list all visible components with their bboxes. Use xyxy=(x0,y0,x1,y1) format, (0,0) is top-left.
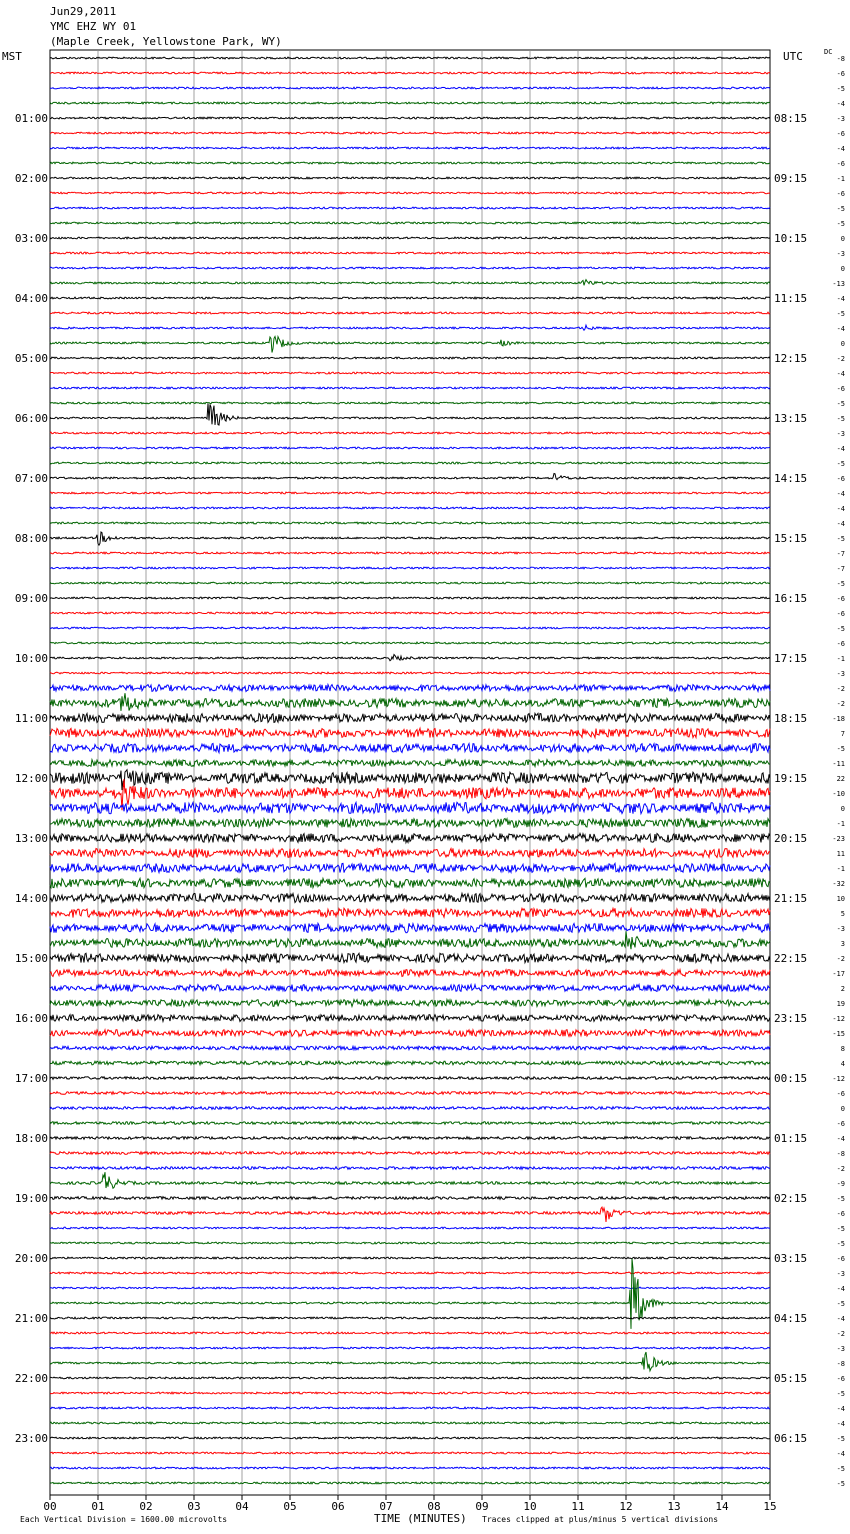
seismic-trace xyxy=(50,132,770,134)
dc-offset-label: -4 xyxy=(836,145,845,153)
seismic-trace xyxy=(50,402,770,404)
seismic-trace xyxy=(50,222,770,224)
dc-offset-label: -5 xyxy=(836,400,845,408)
seismic-trace xyxy=(50,280,770,286)
left-hour-label: 18:00 xyxy=(14,1132,48,1145)
seismic-trace xyxy=(50,672,770,674)
right-hour-label: 05:15 xyxy=(774,1372,808,1385)
seismic-trace xyxy=(50,953,770,962)
seismic-trace xyxy=(50,567,770,569)
seismic-trace xyxy=(50,1046,770,1050)
dc-offset-label: -9 xyxy=(836,1180,845,1188)
right-hour-label: 16:15 xyxy=(774,592,808,605)
plot-frame xyxy=(50,50,770,1495)
right-timezone-label: UTC xyxy=(783,50,803,63)
dc-offset-label: -5 xyxy=(836,1435,845,1443)
left-hour-label: 05:00 xyxy=(14,352,48,365)
seismic-trace xyxy=(50,655,770,661)
x-tick-label: 15 xyxy=(763,1500,777,1513)
seismic-trace xyxy=(50,1392,770,1394)
scale-note: Each Vertical Division = 1600.00 microvolts xyxy=(20,1515,228,1524)
seismic-trace xyxy=(50,207,770,209)
dc-offset-label: -6 xyxy=(836,1120,845,1128)
x-axis-label: TIME (MINUTES) xyxy=(374,1512,467,1525)
dc-offset-label: -6 xyxy=(836,1090,845,1098)
dc-offset-label: -1 xyxy=(836,820,845,828)
left-hour-label: 22:00 xyxy=(14,1372,48,1385)
dc-offset-label: -11 xyxy=(832,760,845,768)
dc-offset-label: -10 xyxy=(832,790,845,798)
dc-offset-label: -6 xyxy=(836,1375,845,1383)
dc-offset-label: -6 xyxy=(836,130,845,138)
dc-offset-label: -8 xyxy=(836,1360,845,1368)
seismic-trace xyxy=(50,627,770,629)
dc-offset-label: 0 xyxy=(840,235,845,243)
dc-offset-label: -2 xyxy=(836,685,845,693)
seismic-trace xyxy=(50,1347,770,1349)
dc-offset-label: -6 xyxy=(836,595,845,603)
seismic-trace xyxy=(50,404,770,426)
dc-offset-label: -5 xyxy=(836,1300,845,1308)
seismic-trace xyxy=(50,1377,770,1379)
left-hour-label: 07:00 xyxy=(14,472,48,485)
dc-offset-label: -4 xyxy=(836,325,845,333)
dc-offset-label: 4 xyxy=(840,1060,845,1068)
dc-offset-label: 0 xyxy=(840,1105,845,1113)
dc-offset-label: -4 xyxy=(836,370,845,378)
x-tick-label: 14 xyxy=(715,1500,729,1513)
seismic-trace xyxy=(50,612,770,614)
seismic-trace xyxy=(50,923,770,932)
seismic-trace xyxy=(50,1437,770,1439)
seismic-trace xyxy=(50,337,770,353)
dc-offset-label: -7 xyxy=(836,550,845,558)
right-hour-label: 13:15 xyxy=(774,412,808,425)
dc-offset-label: -8 xyxy=(836,55,845,63)
x-tick-label: 13 xyxy=(667,1500,681,1513)
dc-offset-label: -6 xyxy=(836,475,845,483)
seismic-trace xyxy=(50,357,770,359)
dc-offset-label: -4 xyxy=(836,1285,845,1293)
left-hour-label: 06:00 xyxy=(14,412,48,425)
x-tick-label: 04 xyxy=(235,1500,249,1513)
dc-offset-label: -15 xyxy=(832,1030,845,1038)
left-timezone-label: MST xyxy=(2,50,22,63)
seismic-trace xyxy=(50,372,770,374)
seismic-trace xyxy=(50,597,770,599)
dc-offset-label: -3 xyxy=(836,670,845,678)
dc-offset-label: -2 xyxy=(836,1165,845,1173)
dc-offset-label: -4 xyxy=(836,1135,845,1143)
dc-offset-label: -5 xyxy=(836,310,845,318)
seismic-trace xyxy=(50,532,770,545)
seismic-trace xyxy=(50,1452,770,1454)
dc-offset-label: -6 xyxy=(836,1255,845,1263)
right-hour-label: 11:15 xyxy=(774,292,808,305)
seismic-trace xyxy=(50,1197,770,1200)
dc-offset-label: -4 xyxy=(836,100,845,108)
seismic-trace xyxy=(50,1172,770,1188)
left-hour-label: 17:00 xyxy=(14,1072,48,1085)
dc-offset-label: 5 xyxy=(840,910,845,918)
dc-offset-label: -4 xyxy=(836,1315,845,1323)
dc-offset-label: -5 xyxy=(836,1240,845,1248)
seismic-trace xyxy=(50,1061,770,1065)
x-tick-label: 08 xyxy=(427,1500,441,1513)
seismic-trace xyxy=(50,192,770,194)
dc-offset-label: -4 xyxy=(836,295,845,303)
left-hour-label: 02:00 xyxy=(14,172,48,185)
dc-offset-label: -5 xyxy=(836,1195,845,1203)
seismic-trace xyxy=(50,1092,770,1095)
seismic-trace xyxy=(50,117,770,119)
seismic-trace xyxy=(50,1467,770,1469)
x-tick-label: 11 xyxy=(571,1500,585,1513)
x-tick-label: 02 xyxy=(139,1500,153,1513)
dc-offset-label: -2 xyxy=(836,955,845,963)
dc-offset-label: -1 xyxy=(836,865,845,873)
seismic-trace xyxy=(50,802,770,813)
dc-offset-label: -4 xyxy=(836,520,845,528)
dc-offset-label: -2 xyxy=(836,700,845,708)
left-hour-label: 04:00 xyxy=(14,292,48,305)
right-hour-label: 03:15 xyxy=(774,1252,808,1265)
seismic-trace xyxy=(50,1077,770,1080)
dc-offset-label: -4 xyxy=(836,490,845,498)
dc-offset-label: -5 xyxy=(836,1225,845,1233)
seismic-trace xyxy=(50,1272,770,1274)
seismic-trace xyxy=(50,685,770,692)
x-tick-label: 07 xyxy=(379,1500,393,1513)
left-hour-label: 23:00 xyxy=(14,1432,48,1445)
dc-offset-label: -12 xyxy=(832,1015,845,1023)
seismic-trace xyxy=(50,1287,770,1289)
left-hour-label: 15:00 xyxy=(14,952,48,965)
dc-offset-label: -6 xyxy=(836,640,845,648)
dc-offset-label: -1 xyxy=(836,655,845,663)
dc-offset-label: -1 xyxy=(836,175,845,183)
seismic-trace xyxy=(50,147,770,149)
seismic-trace xyxy=(50,162,770,164)
right-hour-label: 01:15 xyxy=(774,1132,808,1145)
left-hour-label: 14:00 xyxy=(14,892,48,905)
right-hour-label: 02:15 xyxy=(774,1192,808,1205)
seismic-trace xyxy=(50,818,770,827)
right-hour-label: 09:15 xyxy=(774,172,808,185)
seismic-trace xyxy=(50,1257,770,1259)
right-hour-label: 19:15 xyxy=(774,772,808,785)
seismic-trace xyxy=(50,1317,770,1319)
x-tick-label: 03 xyxy=(187,1500,201,1513)
x-tick-label: 05 xyxy=(283,1500,297,1513)
dc-offset-label: 11 xyxy=(836,850,845,858)
plot-date: Jun29,2011 xyxy=(50,5,117,18)
left-hour-label: 12:00 xyxy=(14,772,48,785)
dc-offset-label: -5 xyxy=(836,1390,845,1398)
seismic-trace xyxy=(50,237,770,239)
seismic-trace xyxy=(50,1152,770,1155)
seismic-trace xyxy=(50,72,770,74)
dc-offset-label: -3 xyxy=(836,925,845,933)
dc-offset-label: -4 xyxy=(836,1405,845,1413)
left-hour-label: 10:00 xyxy=(14,652,48,665)
left-hour-label: 01:00 xyxy=(14,112,48,125)
dc-offset-label: 8 xyxy=(840,1045,845,1053)
seismic-trace xyxy=(50,713,770,722)
seismic-trace xyxy=(50,893,770,902)
right-hour-label: 14:15 xyxy=(774,472,808,485)
right-hour-label: 23:15 xyxy=(774,1012,808,1025)
dc-offset-label: -18 xyxy=(832,715,845,723)
station-code: YMC EHZ WY 01 xyxy=(50,20,137,33)
dc-offset-label: -3 xyxy=(836,115,845,123)
seismic-trace xyxy=(50,779,770,810)
seismic-trace xyxy=(50,1332,770,1334)
seismic-trace xyxy=(50,474,770,480)
dc-offset-label: -5 xyxy=(836,205,845,213)
left-hour-label: 19:00 xyxy=(14,1192,48,1205)
seismic-trace xyxy=(50,57,770,59)
x-tick-label: 01 xyxy=(91,1500,105,1513)
seismic-trace xyxy=(50,728,770,737)
seismic-trace xyxy=(50,743,770,752)
right-hour-label: 20:15 xyxy=(774,832,808,845)
dc-offset-label: 10 xyxy=(836,895,845,903)
seismic-trace xyxy=(50,642,770,644)
seismic-trace xyxy=(50,1422,770,1424)
seismic-trace xyxy=(50,267,770,269)
dc-offset-label: -12 xyxy=(832,1075,845,1083)
right-hour-label: 04:15 xyxy=(774,1312,808,1325)
right-hour-label: 21:15 xyxy=(774,892,808,905)
left-hour-label: 09:00 xyxy=(14,592,48,605)
seismic-trace xyxy=(50,1242,770,1244)
seismic-trace xyxy=(50,1107,770,1110)
dc-offset-label: 19 xyxy=(836,1000,845,1008)
dc-offset-label: 0 xyxy=(840,805,845,813)
right-hour-label: 12:15 xyxy=(774,352,808,365)
seismic-trace xyxy=(50,462,770,464)
right-hour-label: 15:15 xyxy=(774,532,808,545)
seismic-trace xyxy=(50,447,770,449)
dc-offset-label: -4 xyxy=(836,505,845,513)
seismic-trace xyxy=(50,1030,770,1037)
seismic-trace xyxy=(50,492,770,494)
seismic-trace xyxy=(50,432,770,434)
seismic-trace xyxy=(50,297,770,299)
dc-offset-label: -5 xyxy=(836,460,845,468)
right-hour-label: 06:15 xyxy=(774,1432,808,1445)
x-tick-label: 12 xyxy=(619,1500,633,1513)
dc-offset-label: -3 xyxy=(836,1345,845,1353)
dc-offset-label: -6 xyxy=(836,385,845,393)
dc-offset-label: -5 xyxy=(836,745,845,753)
dc-offset-label: -3 xyxy=(836,250,845,258)
dc-offset-label: 7 xyxy=(840,730,845,738)
dc-offset-label: -2 xyxy=(836,1330,845,1338)
dc-offset-label: -5 xyxy=(836,535,845,543)
seismic-trace xyxy=(50,970,770,977)
seismic-trace xyxy=(50,1000,770,1007)
left-hour-label: 20:00 xyxy=(14,1252,48,1265)
dc-offset-label: -17 xyxy=(832,970,845,978)
seismic-trace xyxy=(50,833,770,842)
seismic-trace xyxy=(50,387,770,389)
seismic-trace xyxy=(50,1482,770,1484)
right-hour-label: 00:15 xyxy=(774,1072,808,1085)
dc-offset-label: -8 xyxy=(836,1150,845,1158)
seismic-trace xyxy=(50,848,770,857)
dc-offset-label: 0 xyxy=(840,340,845,348)
dc-offset-label: 3 xyxy=(840,940,845,948)
dc-offset-label: 22 xyxy=(836,775,845,783)
seismic-trace xyxy=(50,1227,770,1229)
dc-offset-label: -4 xyxy=(836,1450,845,1458)
seismic-trace xyxy=(50,1122,770,1125)
right-hour-label: 18:15 xyxy=(774,712,808,725)
right-hour-label: 10:15 xyxy=(774,232,808,245)
station-location: (Maple Creek, Yellowstone Park, WY) xyxy=(50,35,282,48)
seismic-trace xyxy=(50,863,770,872)
dc-offset-label: -5 xyxy=(836,415,845,423)
seismic-trace xyxy=(50,252,770,254)
dc-offset-label: -5 xyxy=(836,580,845,588)
x-tick-label: 09 xyxy=(475,1500,489,1513)
left-hour-label: 16:00 xyxy=(14,1012,48,1025)
dc-column-label: DC xyxy=(824,48,833,56)
seismic-trace xyxy=(50,1015,770,1022)
dc-offset-label: -2 xyxy=(836,355,845,363)
left-hour-label: 13:00 xyxy=(14,832,48,845)
dc-offset-label: 2 xyxy=(840,985,845,993)
seismic-trace xyxy=(50,1137,770,1140)
seismic-trace xyxy=(50,507,770,509)
dc-offset-label: -5 xyxy=(836,1480,845,1488)
seismic-trace xyxy=(50,552,770,554)
dc-offset-label: -4 xyxy=(836,445,845,453)
dc-offset-label: -5 xyxy=(836,85,845,93)
x-tick-label: 06 xyxy=(331,1500,345,1513)
seismic-trace xyxy=(50,693,770,711)
seismic-trace xyxy=(50,87,770,89)
seismic-trace xyxy=(50,908,770,917)
dc-offset-label: -3 xyxy=(836,1270,845,1278)
seismic-trace xyxy=(50,985,770,992)
dc-offset-label: -32 xyxy=(832,880,845,888)
seismic-trace xyxy=(50,1407,770,1409)
dc-offset-label: -3 xyxy=(836,430,845,438)
x-tick-label: 00 xyxy=(43,1500,57,1513)
left-hour-label: 03:00 xyxy=(14,232,48,245)
seismic-trace xyxy=(50,1207,770,1222)
dc-offset-label: -5 xyxy=(836,625,845,633)
left-hour-label: 21:00 xyxy=(14,1312,48,1325)
x-tick-label: 10 xyxy=(523,1500,537,1513)
right-hour-label: 22:15 xyxy=(774,952,808,965)
seismic-trace xyxy=(50,312,770,314)
dc-offset-label: -5 xyxy=(836,220,845,228)
left-hour-label: 08:00 xyxy=(14,532,48,545)
right-hour-label: 17:15 xyxy=(774,652,808,665)
right-hour-label: 08:15 xyxy=(774,112,808,125)
seismic-trace xyxy=(50,1167,770,1170)
seismic-trace xyxy=(50,878,770,887)
seismic-trace xyxy=(50,760,770,767)
dc-offset-label: -6 xyxy=(836,70,845,78)
dc-offset-label: -7 xyxy=(836,565,845,573)
dc-offset-label: 0 xyxy=(840,265,845,273)
seismic-trace xyxy=(50,177,770,179)
left-hour-label: 11:00 xyxy=(14,712,48,725)
dc-offset-label: -6 xyxy=(836,1210,845,1218)
seismic-trace xyxy=(50,582,770,584)
dc-offset-label: -6 xyxy=(836,190,845,198)
seismic-trace xyxy=(50,522,770,524)
clip-note: Traces clipped at plus/minus 5 vertical divisions xyxy=(482,1515,719,1524)
seismic-trace xyxy=(50,931,770,949)
dc-offset-label: -6 xyxy=(836,160,845,168)
dc-offset-label: -23 xyxy=(832,835,845,843)
seismic-trace xyxy=(50,1352,770,1371)
seismic-trace xyxy=(50,102,770,104)
seismic-trace xyxy=(50,325,770,330)
dc-offset-label: -5 xyxy=(836,1465,845,1473)
dc-offset-label: -6 xyxy=(836,610,845,618)
dc-offset-label: -13 xyxy=(832,280,845,288)
seismic-trace xyxy=(50,770,770,790)
dc-offset-label: -4 xyxy=(836,1420,845,1428)
